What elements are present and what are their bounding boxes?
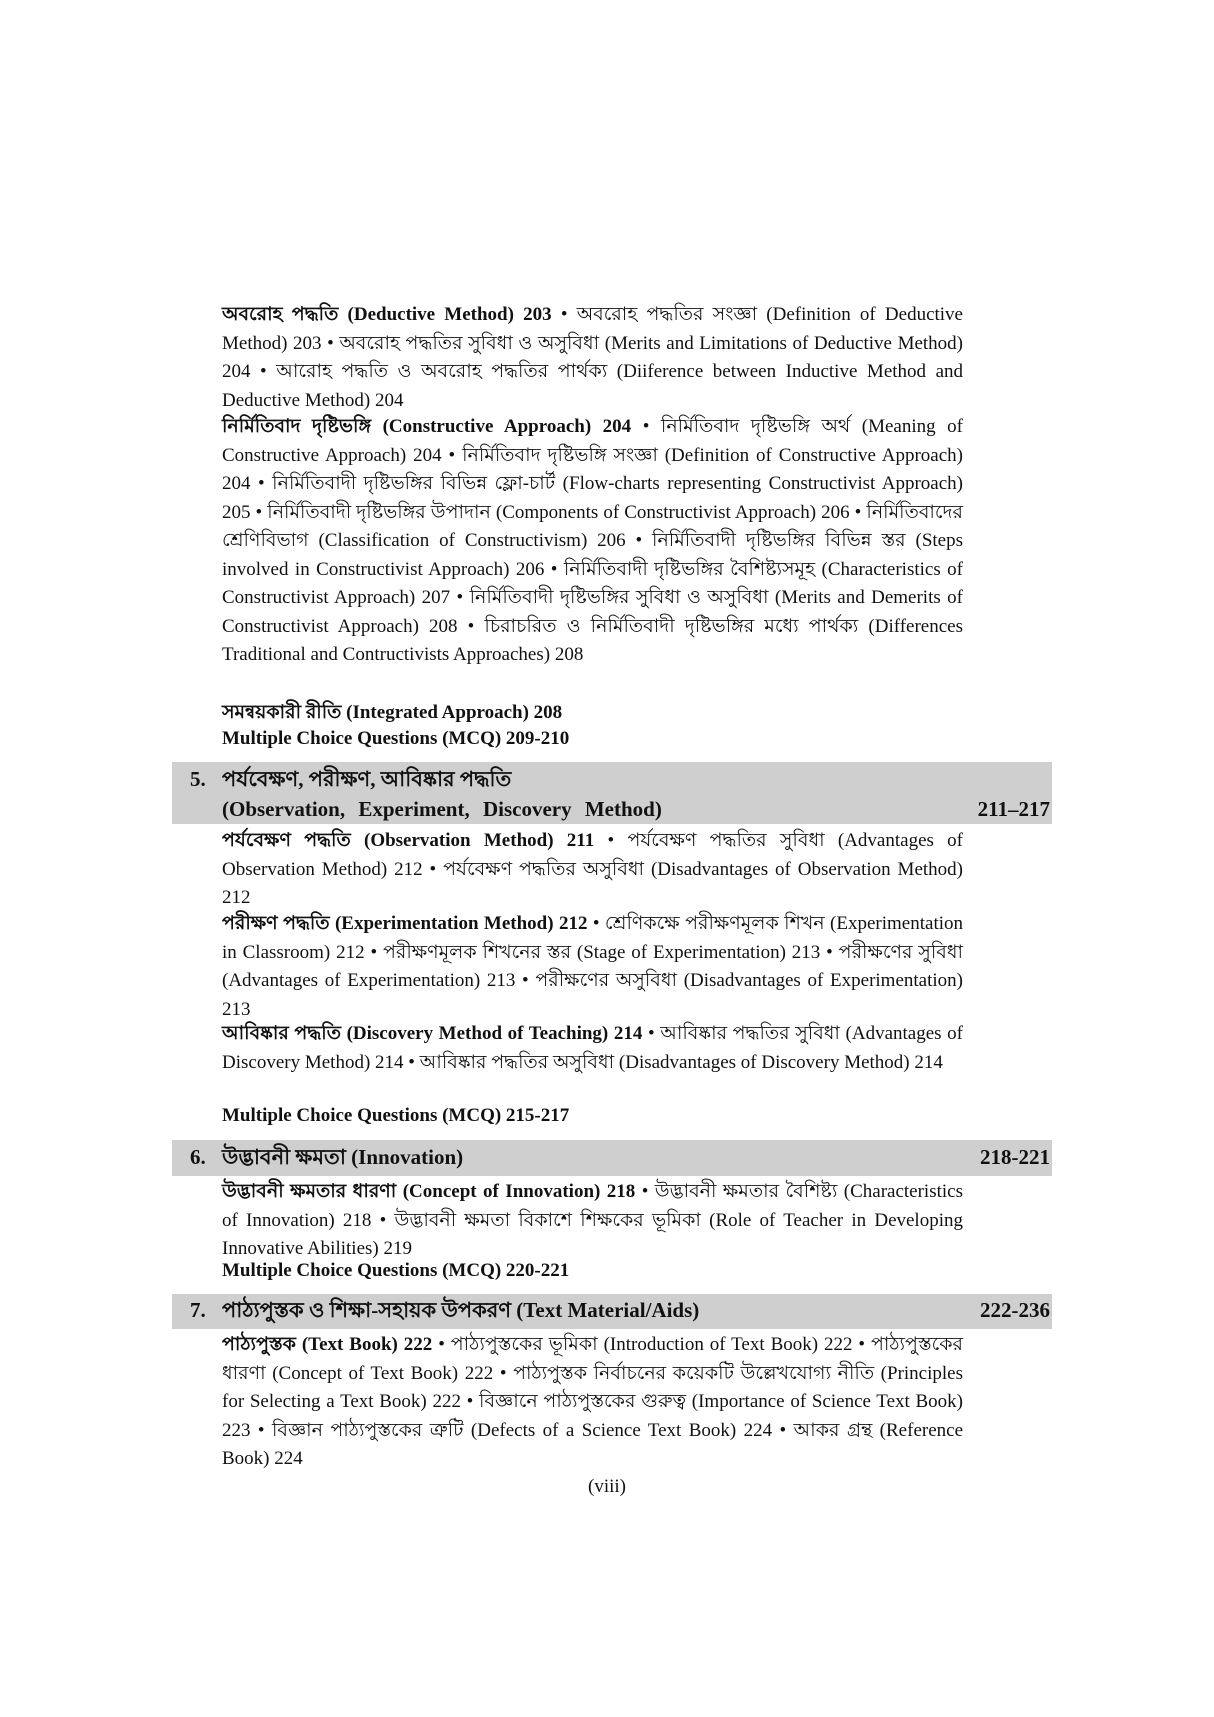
chapter-title: পাঠ্যপুস্তক ও শিক্ষা-সহায়ক উপকরণ (Text Material/Aids) <box>222 1298 700 1322</box>
entry-heading: নির্মিতিবাদ দৃষ্টিভঙ্গি (Constructive Approach) 204 <box>222 416 632 437</box>
page-number: (viii) <box>588 1476 626 1497</box>
entry-subtopics: • পর্যবেক্ষণ পদ্ধতির সুবিধা (Advantages of Observation Method) 212 • পর্যবেক্ষণ পদ্ধতির অসুবিধা (Disadvantages of Observation Method) 212 <box>222 830 963 908</box>
entry-heading: আবিষ্কার পদ্ধতি (Discovery Method of Teaching) 214 <box>222 1023 643 1044</box>
entry-heading: Multiple Choice Questions (MCQ) 215-217 <box>222 1105 570 1126</box>
toc-entry-text-book <box>222 1331 963 1474</box>
chapter-7-heading <box>172 1294 1052 1329</box>
chapter-number: 5. <box>190 767 206 791</box>
entry-subtopics: • নির্মিতিবাদ দৃষ্টিভঙ্গি অর্থ (Meaning of Constructive Approach) 204 • নির্মিতিবাদ দৃষ্টিভঙ্গি সংজ্ঞা (Definition of Constructive Approach) 204 • নির্মিতিবাদী দৃষ্টিভঙ্গির বিভিন্ন ফ্লো-চার্ট (Flow-charts representing Constructivist Approach) 205 • নির্মিতিবাদী দৃষ্টিভঙ্গির উপাদান (Components of Constructivist Approach) 206 • নির্মিতিবাদের শ্রেণিবিভাগ (Classification of Constructivism) 206 • নির্মিতিবাদী দৃষ্টিভঙ্গির বিভিন্ন স্তর (Steps involved in Constructivist Approach) 206 • নির্মিতিবাদী দৃষ্টিভঙ্গির বৈশিষ্ট্যসমূহ (Characteristics of Constructivist Approach) 207 • নির্মিতিবাদী দৃষ্টিভঙ্গির সুবিধা ও অসুবিধা (Merits and Demerits of Constructivist Approach) 208 • চিরাচরিত ও নির্মিতিবাদী দৃষ্টিভঙ্গির মধ্যে পার্থক্য (Differences Traditional and Contructivists Approaches) 208 <box>222 416 963 665</box>
toc-entry-observation-method <box>222 827 963 913</box>
entry-heading: পরীক্ষণ পদ্ধতি (Experimentation Method) 212 <box>222 913 588 934</box>
chapter-5-heading <box>172 762 1052 824</box>
entry-subtopics: • শ্রেণিকক্ষে পরীক্ষণমূলক শিখন (Experimentation in Classroom) 212 • পরীক্ষণমূলক শিখনের স্তর (Stage of Experimentation) 213 • পরীক্ষণের সুবিধা (Advantages of Experimentation) 213 • পরীক্ষণের অসুবিধা (Disadvantages of Experimentation) 213 <box>222 913 964 1020</box>
entry-heading: উদ্ভাবনী ক্ষমতার ধারণা (Concept of Innovation) 218 <box>222 1181 636 1202</box>
chapter-number: 7. <box>190 1298 206 1322</box>
entry-heading: Multiple Choice Questions (MCQ) 209-210 <box>222 728 570 749</box>
chapter-title: উদ্ভাবনী ক্ষমতা (Innovation) <box>222 1145 464 1169</box>
toc-entry-mcq <box>222 1257 963 1286</box>
entry-subtopics: • উদ্ভাবনী ক্ষমতার বৈশিষ্ট্য (Characteristics of Innovation) 218 • উদ্ভাবনী ক্ষমতা বিকাশে শিক্ষকের ভূমিকা (Role of Teacher in Developing Innovative Abilities) 219 <box>222 1181 963 1259</box>
entry-subtopics: • পাঠ্যপুস্তকের ভূমিকা (Introduction of Text Book) 222 • পাঠ্যপুস্তকের ধারণা (Concept of Text Book) 222 • পাঠ্যপুস্তক নির্বাচনের কয়েকটি উল্লেখযোগ্য নীতি (Principles for Selecting a Text Book) 222 • বিজ্ঞানে পাঠ্যপুস্তকের গুরুত্ব (Importance of Science Text Book) 223 • বিজ্ঞান পাঠ্যপুস্তকের ত্রুটি (Defects of a Science Text Book) 224 • আকর গ্রন্থ (Reference Book) 224 <box>222 1334 963 1469</box>
entry-heading: সমন্বয়কারী রীতি (Integrated Approach) 208 <box>222 702 563 723</box>
entry-heading: অবরোহ পদ্ধতি (Deductive Method) 203 <box>222 304 552 325</box>
toc-entry-deductive-method <box>222 301 963 415</box>
entry-subtopics: • অবরোহ পদ্ধতির সংজ্ঞা (Definition of Deductive Method) 203 • অবরোহ পদ্ধতির সুবিধা ও অসুবিধা (Merits and Limitations of Deductive Method) 204 • আরোহ পদ্ধতি ও অবরোহ পদ্ধতির পার্থক্য (Diiference between Inductive Method and Deductive Method) 204 <box>222 304 963 411</box>
chapter-pages: 218-221 <box>980 1145 1050 1169</box>
chapter-6-heading <box>172 1140 1052 1176</box>
entry-heading: পর্যবেক্ষণ পদ্ধতি (Observation Method) 211 <box>222 830 595 851</box>
toc-entry-concept-of-innovation <box>222 1178 963 1264</box>
entry-subtopics: • আবিষ্কার পদ্ধতির সুবিধা (Advantages of Discovery Method) 214 • আবিষ্কার পদ্ধতির অসুবিধা (Disadvantages of Discovery Method) 214 <box>222 1023 963 1073</box>
entry-heading: পাঠ্যপুস্তক (Text Book) 222 <box>222 1334 433 1355</box>
chapter-pages: 222-236 <box>980 1298 1050 1322</box>
chapter-number: 6. <box>190 1145 206 1169</box>
entry-heading: Multiple Choice Questions (MCQ) 220-221 <box>222 1260 570 1281</box>
chapter-title-bn: পর্যবেক্ষণ, পরীক্ষণ, আবিষ্কার পদ্ধতি <box>222 767 512 791</box>
chapter-title-en: (Observation, Experiment, Discovery Method) <box>222 797 662 821</box>
toc-entry-experimentation-method <box>222 910 963 1024</box>
toc-entry-constructive-approach <box>222 413 963 670</box>
toc-entry-integrated-approach <box>222 699 963 728</box>
toc-entry-mcq <box>222 1102 963 1131</box>
toc-entry-discovery-method <box>222 1020 963 1077</box>
toc-entry-mcq <box>222 725 963 754</box>
chapter-pages: 211–217 <box>977 797 1050 821</box>
